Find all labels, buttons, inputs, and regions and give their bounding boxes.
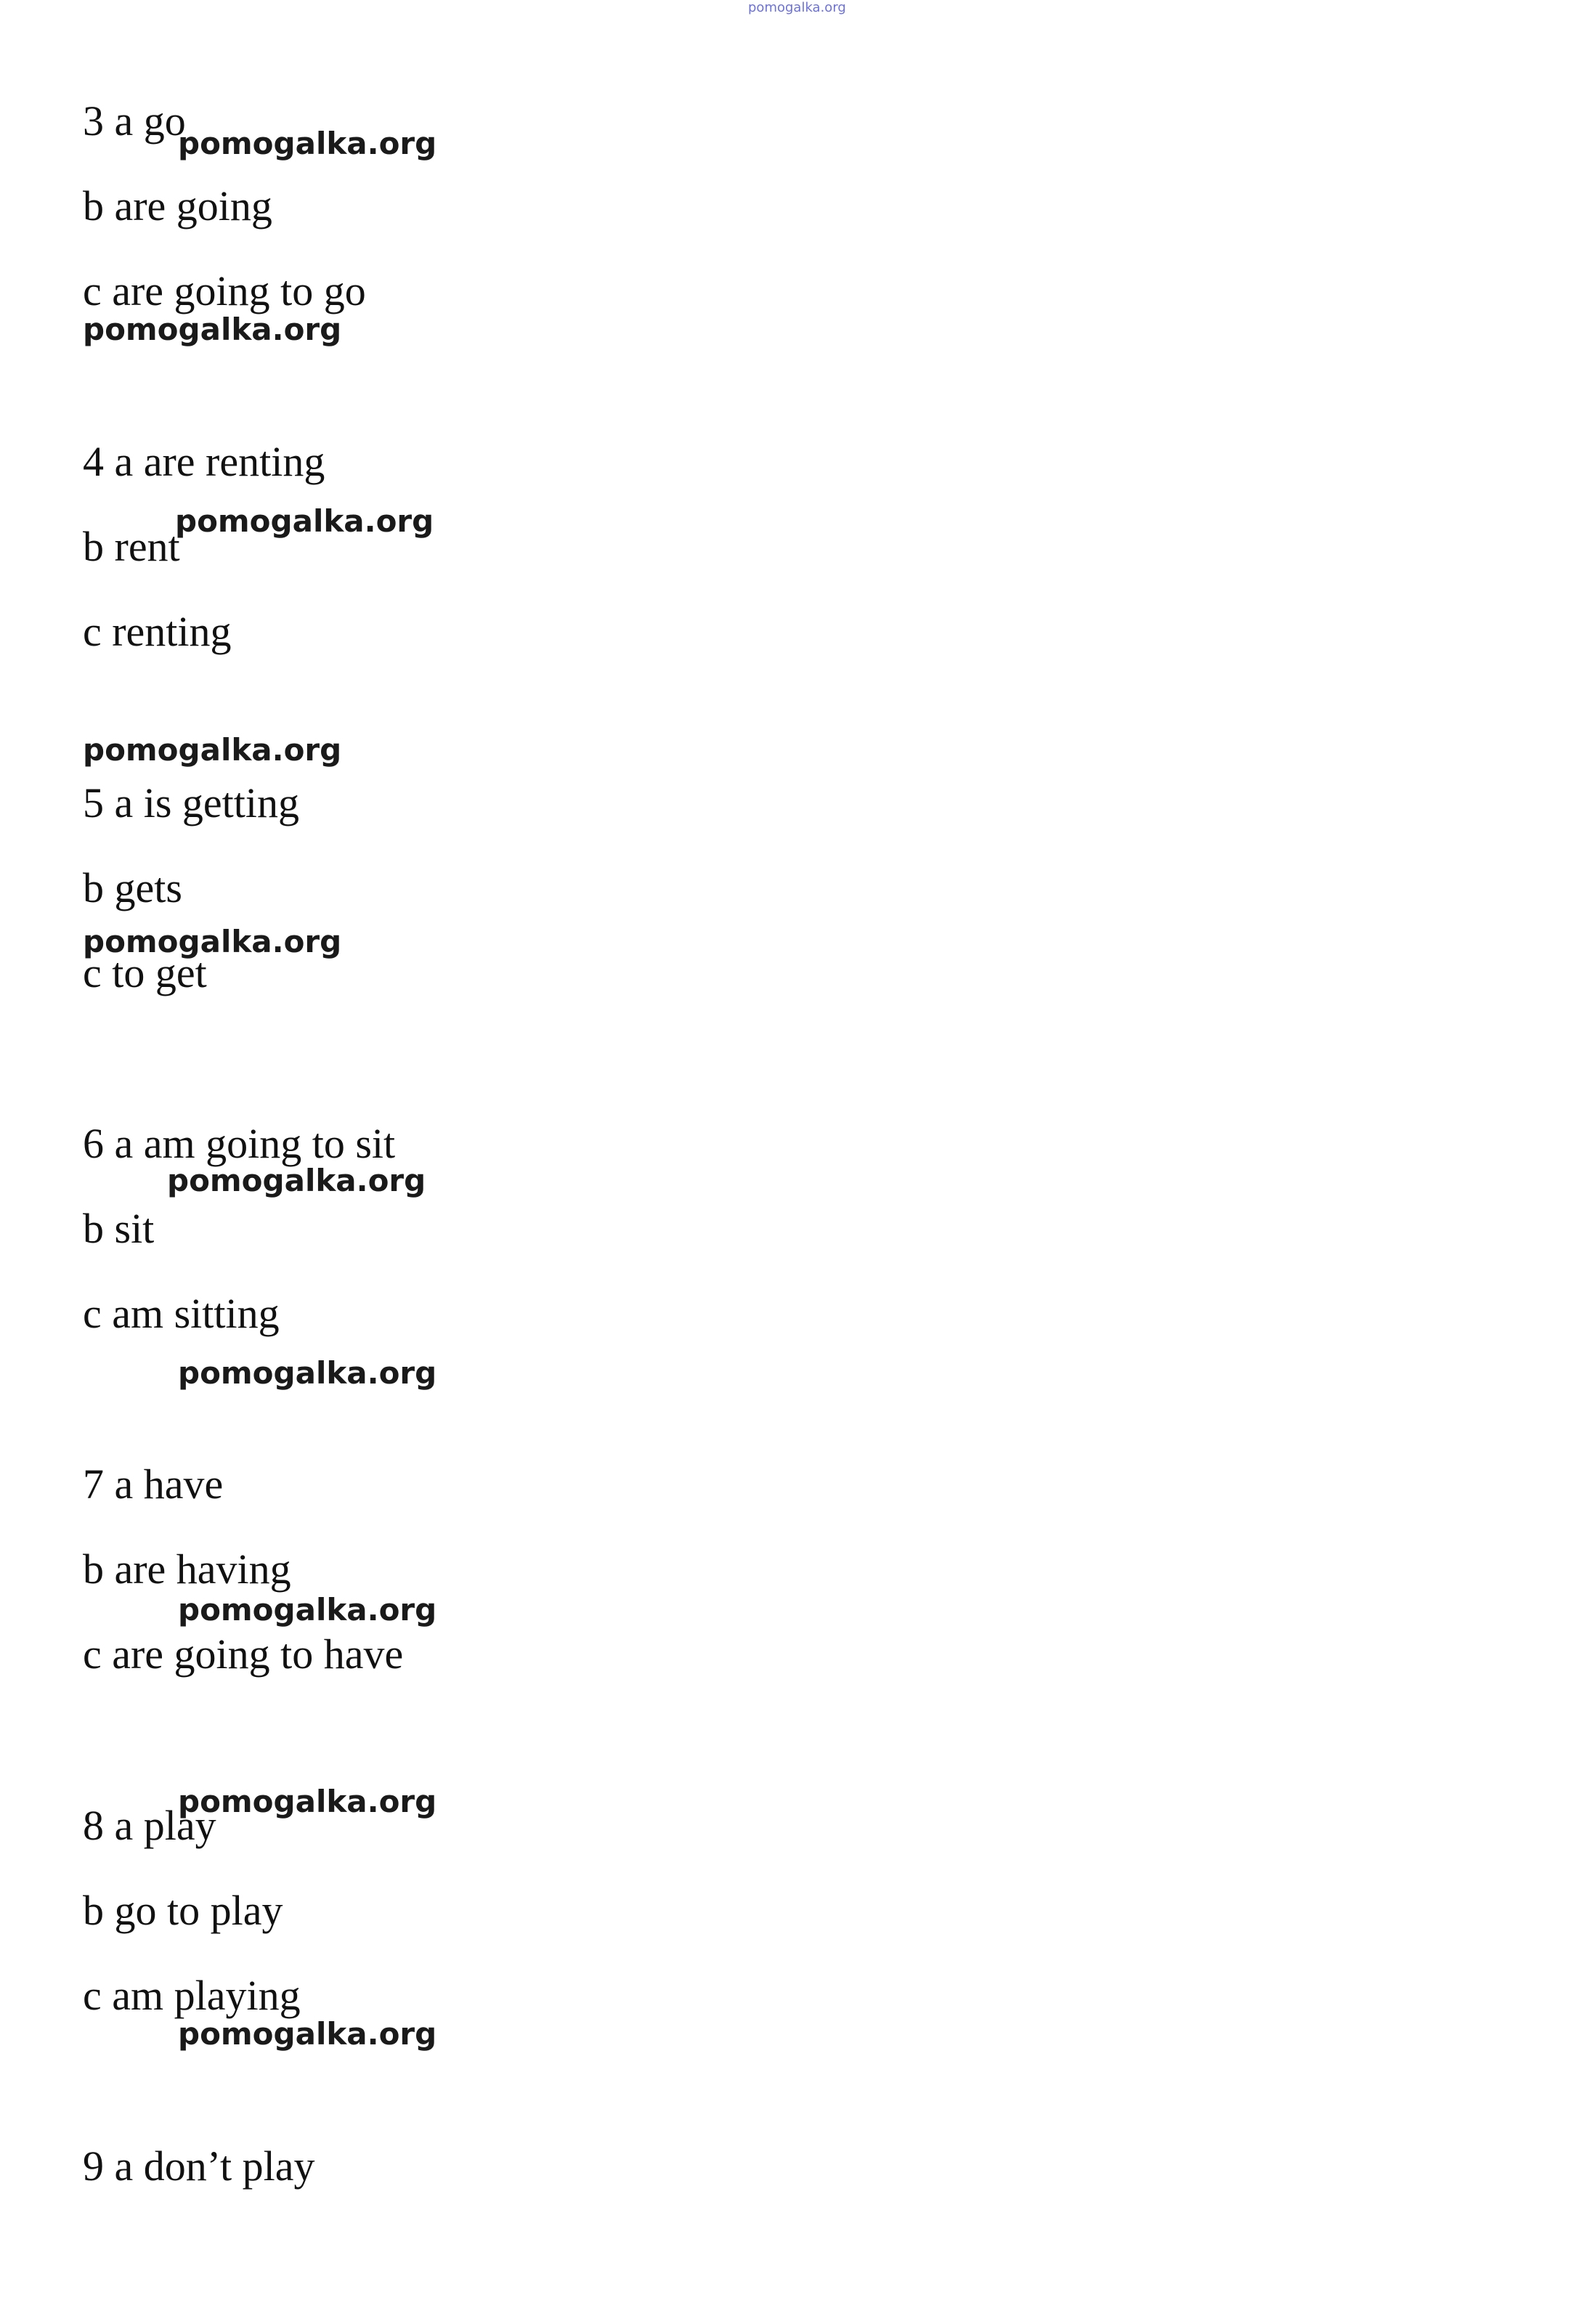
answer-9a: 9 a don’t play xyxy=(83,2142,315,2190)
answer-3b: b are going xyxy=(83,182,272,229)
answer-4b: b rent xyxy=(83,523,180,570)
answer-3c: c are going to go xyxy=(83,267,366,314)
answer-5a: 5 a is getting xyxy=(83,779,300,826)
answer-4c: c renting xyxy=(83,608,232,655)
answer-4a: 4 a are renting xyxy=(83,438,325,485)
watermark: pomogalka.org xyxy=(83,312,342,347)
watermark: pomogalka.org xyxy=(178,1592,437,1628)
top-site-watermark: pomogalka.org xyxy=(748,0,846,15)
watermark: pomogalka.org xyxy=(178,2016,437,2052)
answer-6a: 6 a am going to sit xyxy=(83,1120,396,1167)
watermark: pomogalka.org xyxy=(178,126,437,161)
answer-8a: 8 a play xyxy=(83,1802,216,1849)
answer-7b: b are having xyxy=(83,1545,291,1593)
watermark: pomogalka.org xyxy=(175,503,434,539)
answer-7c: c are going to have xyxy=(83,1630,404,1678)
answer-8b: b go to play xyxy=(83,1887,283,1934)
answer-5b: b gets xyxy=(83,864,182,911)
watermark: pomogalka.org xyxy=(178,1784,437,1819)
watermark: pomogalka.org xyxy=(83,924,342,959)
answer-3a: 3 a go xyxy=(83,97,186,145)
answer-6c: c am sitting xyxy=(83,1290,280,1337)
answer-7a: 7 a have xyxy=(83,1460,224,1508)
answer-5c: c to get xyxy=(83,949,207,996)
watermark: pomogalka.org xyxy=(167,1163,426,1198)
watermark: pomogalka.org xyxy=(178,1355,437,1391)
answer-8c: c am playing xyxy=(83,1972,301,2019)
watermark: pomogalka.org xyxy=(83,732,342,768)
answer-6b: b sit xyxy=(83,1205,155,1252)
